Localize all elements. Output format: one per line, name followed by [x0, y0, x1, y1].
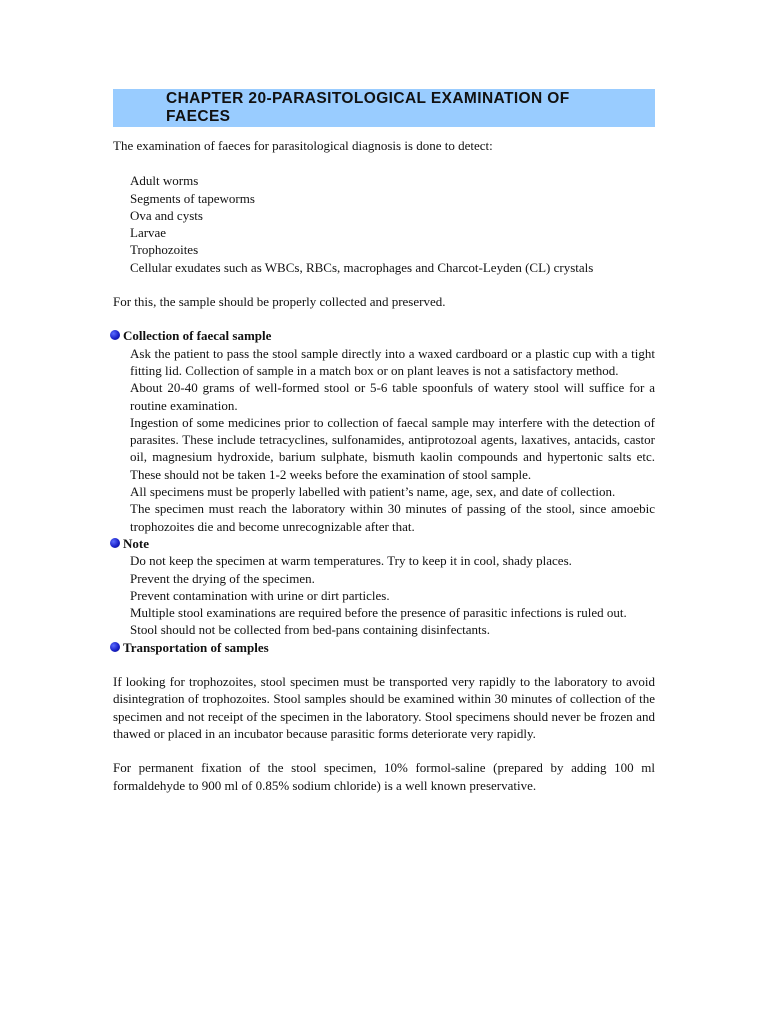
chapter-title-line-2: FAECES [166, 108, 231, 125]
collection-heading [111, 327, 655, 344]
collection-section [113, 327, 655, 535]
list-item: Ask the patient to pass the stool sample directly into a waxed cardboard or a plastic cup with a tight fitting lid. Collection of sample in a match box or on plant leaves is not a satisfactory method. [130, 345, 655, 378]
bullet-icon [110, 642, 120, 652]
transport-paragraph-2: For permanent fixation of the stool specimen, 10% formol-saline (prepared by adding 100 ml formaldehyde to 900 ml of 0.85% sodium chloride) is a well known preservative. [113, 760, 655, 793]
transport-paragraph-1: If looking for trophozoites, stool specimen must be transported very rapidly to the laboratory to avoid disintegration of trophozoites. Stool samples should be examined within 30 minutes of collection of the specimen and not receipt of the specimen in the laboratory. Stool specimens should never be frozen and thawed or placed in an incubator because parasitic forms deteriorate very rapidly. [113, 674, 655, 741]
chapter-title [113, 89, 655, 127]
collection-heading-text: Collection of faecal sample [123, 328, 272, 344]
list-item: Prevent contamination with urine or dirt particles. [130, 587, 390, 603]
list-item: All specimens must be properly labelled with patient’s name, age, sex, and date of collection. [130, 484, 616, 500]
bullet-icon [110, 330, 120, 340]
list-item: The specimen must reach the laboratory within 30 minutes of passing of the stool, since amoebic trophozoites die and become unrecognizable after that. [130, 501, 655, 534]
bullet-icon [110, 538, 120, 548]
list-item: Ingestion of some medicines prior to collection of faecal sample may interfere with the detection of parasites. These include tetracyclines, sulfonamides, antiprotozoal agents, laxatives, antacids, castor oil, magnesium hydroxide, barium sulphate, bismuth kaolin compounds and hypertonic salts etc. These should not be taken 1-2 weeks before the examination of stool sample. [130, 414, 655, 482]
transport-heading [111, 639, 655, 656]
list-item: Prevent the drying of the specimen. [130, 570, 315, 586]
list-item: Larvae [130, 225, 167, 241]
note-heading-text: Note [123, 535, 149, 551]
note-section [113, 535, 655, 639]
collection-list [113, 345, 655, 535]
list-item: Ova and cysts [130, 207, 203, 223]
detect-list [113, 172, 655, 276]
chapter-title-line-1: CHAPTER 20-PARASITOLOGICAL EXAMINATION OF [166, 90, 570, 107]
list-item: Trophozoites [130, 242, 199, 258]
transport-heading-text: Transportation of samples [123, 639, 269, 655]
note-list [113, 552, 655, 638]
document-page [113, 89, 655, 794]
list-item: Do not keep the specimen at warm temperatures. Try to keep it in cool, shady places. [130, 553, 572, 569]
list-item: Cellular exudates such as WBCs, RBCs, macrophages and Charcot-Leyden (CL) crystals [130, 259, 594, 275]
list-item: Multiple stool examinations are required before the presence of parasitic infections is ruled out. [130, 605, 627, 621]
transport-section [113, 639, 655, 794]
preserve-text: For this, the sample should be properly collected and preserved. [113, 294, 446, 310]
list-item: Adult worms [130, 173, 199, 189]
intro-text: The examination of faeces for parasitological diagnosis is done to detect: [113, 138, 493, 153]
note-heading [111, 535, 655, 552]
list-item: Segments of tapeworms [130, 190, 255, 206]
list-item: About 20-40 grams of well-formed stool or 5-6 table spoonfuls of watery stool will suffice for a routine examination. [130, 380, 655, 413]
list-item: Stool should not be collected from bed-pans containing disinfectants. [130, 622, 490, 638]
